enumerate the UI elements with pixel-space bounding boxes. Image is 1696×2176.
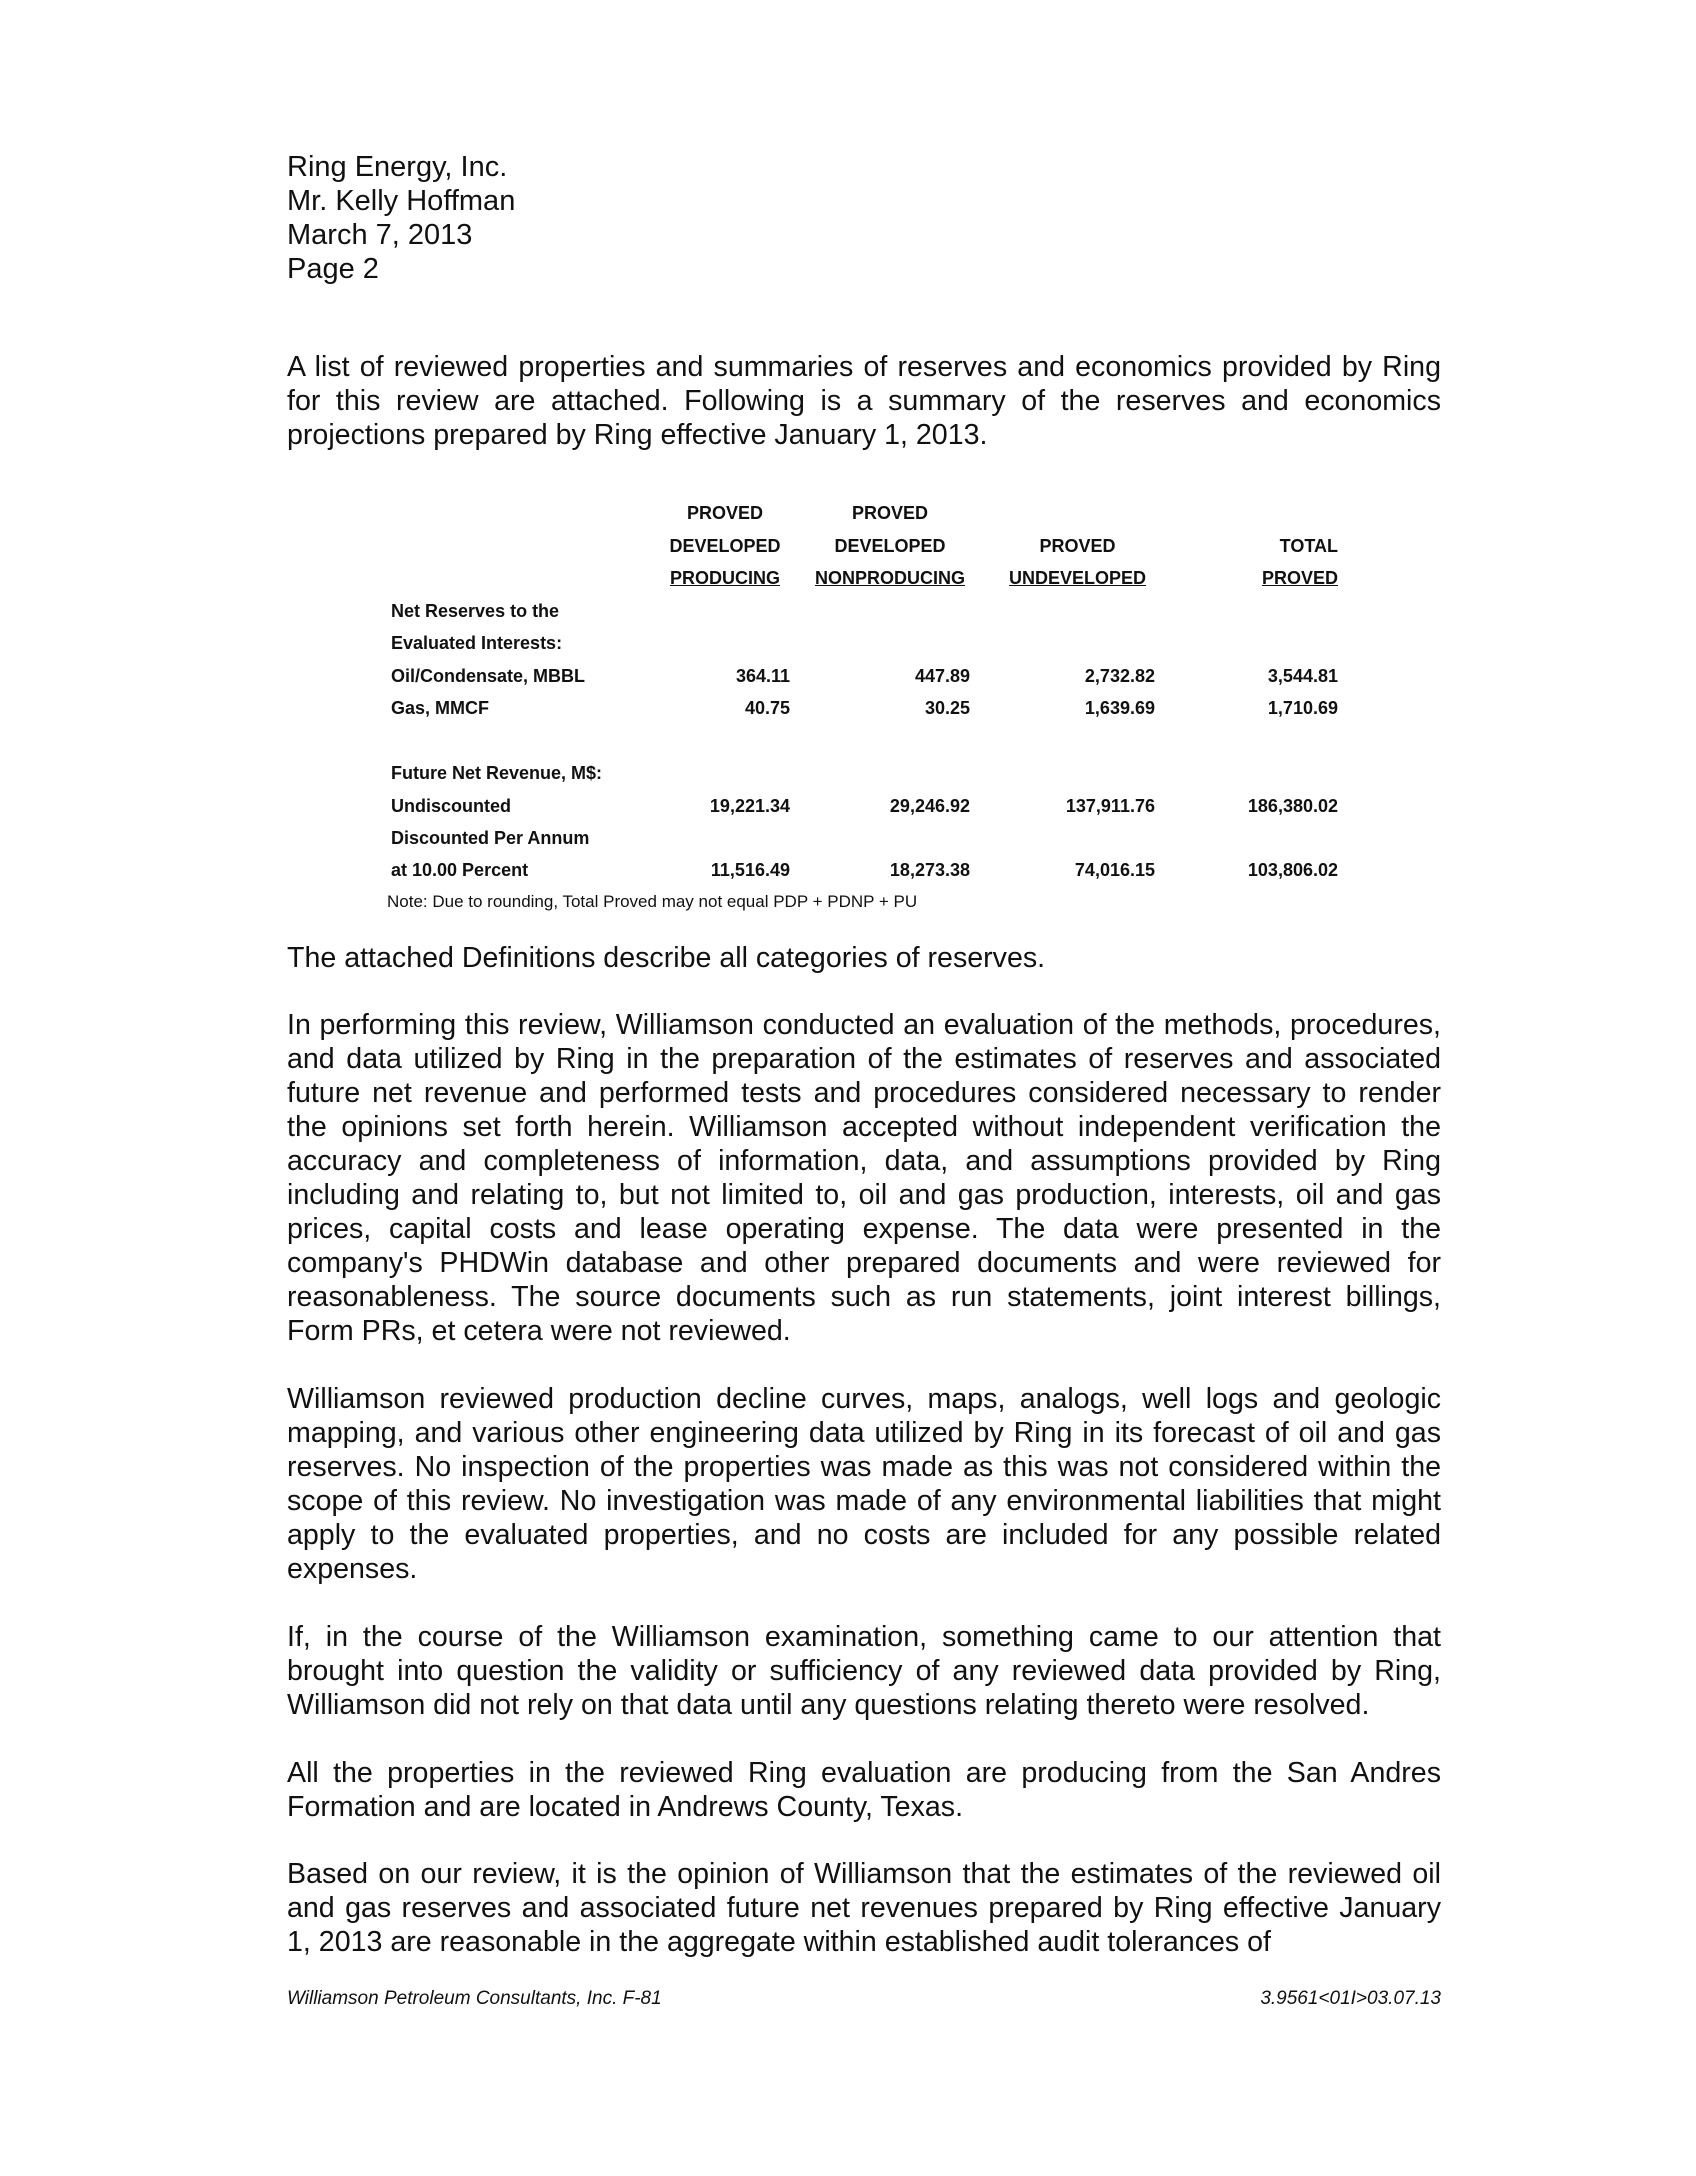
col-header-line2: DEVELOPED (834, 536, 946, 556)
section-label: Net Reserves to the (391, 601, 560, 621)
course-paragraph: If, in the course of the Williamson examination, something came to our attention that brought into question the validity or sufficiency of any reviewed data provided by Ring, Williamson did not rely on that data until any questions relating thereto were resolved. (287, 1621, 1441, 1721)
page-number: Page 2 (287, 253, 379, 285)
cell-value: 11,516.49 (710, 860, 790, 880)
section-label: Evaluated Interests: (391, 633, 563, 653)
reviewed-paragraph: Williamson reviewed production decline curves, maps, analogs, well logs and geologic mapping, and various other engineering data utilized by Ring in its forecast of oil and gas reserves. No inspection of the properties was made as this was not considered within the scope of this review. No investigation was made of any environmental liabilities that might apply to the evaluated properties, and no costs are included for any possible related expenses. (287, 1383, 1441, 1585)
col-header-line2: PROVED (1039, 536, 1116, 556)
company-name: Ring Energy, Inc. (287, 151, 508, 183)
row-label-discounted: Discounted Per Annum (391, 828, 590, 848)
letter-header (287, 150, 515, 286)
letter-date: March 7, 2013 (287, 219, 473, 251)
footer-company: Williamson Petroleum Consultants, Inc. F-81 (287, 1988, 662, 2009)
recipient-name: Mr. Kelly Hoffman (287, 185, 516, 217)
col-header-line2: DEVELOPED (669, 536, 781, 556)
properties-paragraph: All the properties in the reviewed Ring evaluation are producing from the San Andres Formation and are located in Andrews County, Texas. (287, 1757, 1441, 1823)
cell-value: 1,710.69 (1267, 698, 1338, 718)
cell-value: 19,221.34 (709, 796, 790, 816)
col-header-line3: PROVED (1261, 568, 1338, 588)
cell-value: 30.25 (924, 698, 970, 718)
col-header-line1: PROVED (686, 503, 764, 523)
footer-reference: 3.9561<01I>03.07.13 (1260, 1988, 1441, 2009)
row-label-undiscounted: Undiscounted (391, 796, 511, 816)
cell-value: 74,016.15 (1074, 860, 1155, 880)
cell-value: 103,806.02 (1247, 860, 1338, 880)
cell-value: 1,639.69 (1084, 698, 1155, 718)
table-note: Note: Due to rounding, Total Proved may not equal PDP + PDNP + PU (387, 892, 918, 911)
col-header-line2: TOTAL (1279, 536, 1338, 556)
cell-value: 137,911.76 (1065, 796, 1155, 816)
performing-paragraph: In performing this review, Williamson conducted an evaluation of the methods, procedures, and data utilized by Ring in the preparation of the estimates of reserves and associated future net revenue and performed tests and procedures considered necessary to render the opinions set forth herein. Williamson accepted without independent verification the accuracy and completeness of information, data, and assumptions provided by Ring including and relating to, but not limited to, oil and gas production, interests, oil and gas prices, capital costs and lease operating expense. The data were presented in the company's PHDWin database and other prepared documents and were reviewed for reasonableness. The source documents such as run statements, joint interest billings, Form PRs, et cetera were not reviewed. (287, 1009, 1441, 1347)
row-label-gas: Gas, MMCF (391, 698, 490, 718)
intro-paragraph: A list of reviewed properties and summaries of reserves and economics provided by Ring for this review are attached. Following is a summary of the reserves and economics projections prepared by Ring effective January 1, 2013. (287, 351, 1441, 451)
cell-value: 29,246.92 (889, 796, 970, 816)
cell-value: 364.11 (735, 666, 790, 686)
cell-value: 18,273.38 (889, 860, 970, 880)
row-label-discounted-rate: at 10.00 Percent (391, 860, 529, 880)
cell-value: 40.75 (744, 698, 790, 718)
definitions-paragraph: The attached Definitions describe all categories of reserves. (287, 942, 1046, 974)
cell-value: 447.89 (914, 666, 970, 686)
col-header-line3: NONPRODUCING (814, 568, 965, 588)
col-header-line3: PRODUCING (669, 568, 780, 588)
col-header-line1: PROVED (851, 503, 929, 523)
col-header-line3: UNDEVELOPED (1008, 568, 1147, 588)
row-label-oil: Oil/Condensate, MBBL (391, 666, 586, 686)
cell-value: 3,544.81 (1267, 666, 1338, 686)
section-label: Future Net Revenue, M$: (391, 763, 603, 783)
cell-value: 2,732.82 (1084, 666, 1155, 686)
cell-value: 186,380.02 (1247, 796, 1338, 816)
opinion-paragraph: Based on our review, it is the opinion of Williamson that the estimates of the reviewed oil and gas reserves and associated future net revenues prepared by Ring effective January 1, 2013 are reasonable in the aggregate within established audit tolerances of (287, 1858, 1441, 1958)
